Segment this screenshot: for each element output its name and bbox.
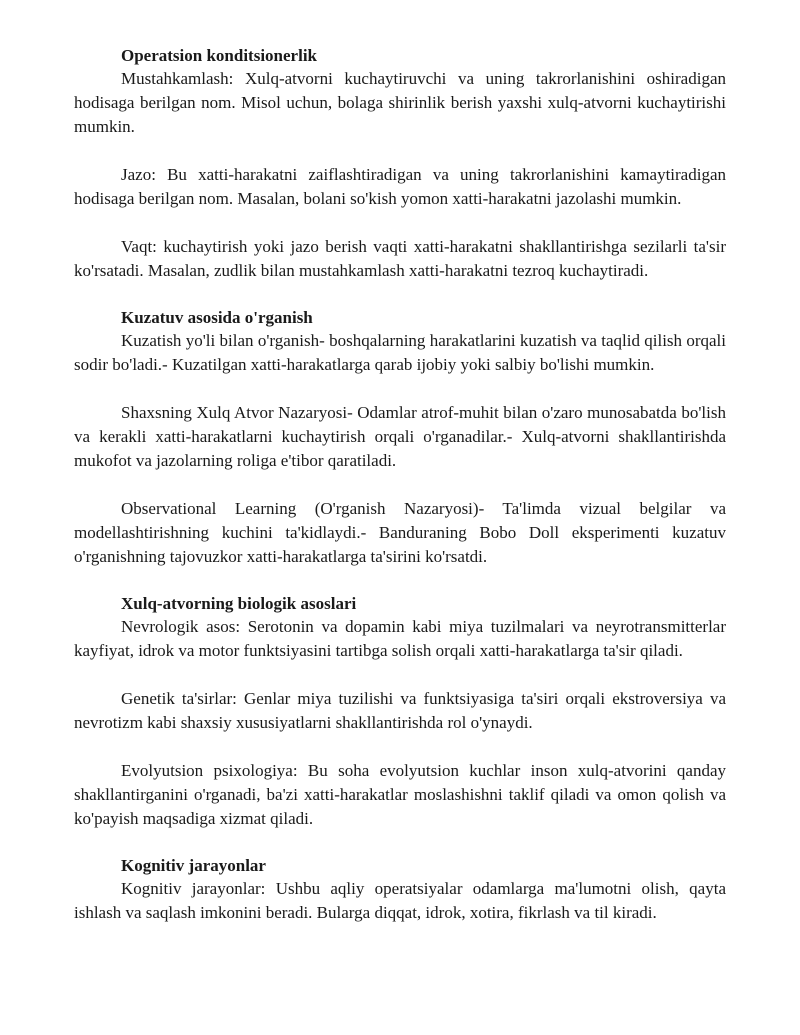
paragraph: Mustahkamlash: Xulq-atvorni kuchaytiruvchi va uning takrorlanishini oshiradigan hodisaga berilgan nom. Misol uchun, bolaga shirinlik berish yaxshi xulq-atvorni kuchaytirishi mumkin. xyxy=(74,69,726,136)
paragraph: Observational Learning (O'rganish Nazaryosi)- Ta'limda vizual belgilar va modellashtirishning kuchini ta'kidlaydi.- Banduraning Bobo Doll eksperimenti kuzatuv o'rganishning tajovuzkor xatti-harakatlarga ta'sirini ko'rsatdi. xyxy=(74,499,726,566)
paragraph: Genetik ta'sirlar: Genlar miya tuzilishi va funktsiyasiga ta'siri orqali ekstroversiya va nevrotizm kabi shaxsiy xususiyatlarni shakllantirishda rol o'ynaydi. xyxy=(74,689,726,732)
section-heading: Operatsion konditsionerlik xyxy=(121,46,318,65)
section-observational-learning xyxy=(74,307,726,569)
paragraph: Shaxsning Xulq Atvor Nazaryosi- Odamlar atrof-muhit bilan o'zaro munosabatda bo'lish va kerakli xatti-harakatlarni kuchaytirish orqali o'rganadilar.- Xulq-atvorni shakllantirishda mukofot va jazolarning roliga e'tibor qaratiladi. xyxy=(74,403,726,470)
section-heading: Kuzatuv asosida o'rganish xyxy=(121,308,313,327)
paragraph: Evolyutsion psixologiya: Bu soha evolyutsion kuchlar inson xulq-atvorini qanday shakllantirganini o'rganadi, ba'zi xatti-harakatlar moslashishni taklif qiladi va omon qolish va ko'payish maqsadiga xizmat qiladi. xyxy=(74,761,726,828)
paragraph: Kuzatish yo'li bilan o'rganish- boshqalarning harakatlarini kuzatish va taqlid qilish orqali sodir bo'ladi.- Kuzatilgan xatti-harakatlarga qarab ijobiy yoki salbiy bo'lishi mumkin. xyxy=(74,331,726,374)
paragraph: Nevrologik asos: Serotonin va dopamin kabi miya tuzilmalari va neyrotransmitterlar kayfiyat, idrok va motor funktsiyasini tartibga solish orqali xatti-harakatlarga ta'sir qiladi. xyxy=(74,617,726,660)
paragraph: Kognitiv jarayonlar: Ushbu aqliy operatsiyalar odamlarga ma'lumotni olish, qayta ishlash va saqlash imkonini beradi. Bularga diqqat, idrok, xotira, fikrlash va til kiradi. xyxy=(74,879,726,922)
section-heading: Xulq-atvorning biologik asoslari xyxy=(121,594,357,613)
section-biological-bases xyxy=(74,593,726,831)
section-heading: Kognitiv jarayonlar xyxy=(121,856,266,875)
section-operant-conditioning xyxy=(74,45,726,283)
paragraph: Vaqt: kuchaytirish yoki jazo berish vaqti xatti-harakatni shakllantirishga sezilarli ta'sir ko'rsatadi. Masalan, zudlik bilan mustahkamlash xatti-harakatni tezroq kuchaytiradi. xyxy=(74,237,726,280)
paragraph: Jazo: Bu xatti-harakatni zaiflashtiradigan va uning takrorlanishini kamaytiradigan hodisaga berilgan nom. Masalan, bolani so'kish yomon xatti-harakatni jazolashi mumkin. xyxy=(74,165,726,208)
section-cognitive-processes xyxy=(74,855,726,925)
